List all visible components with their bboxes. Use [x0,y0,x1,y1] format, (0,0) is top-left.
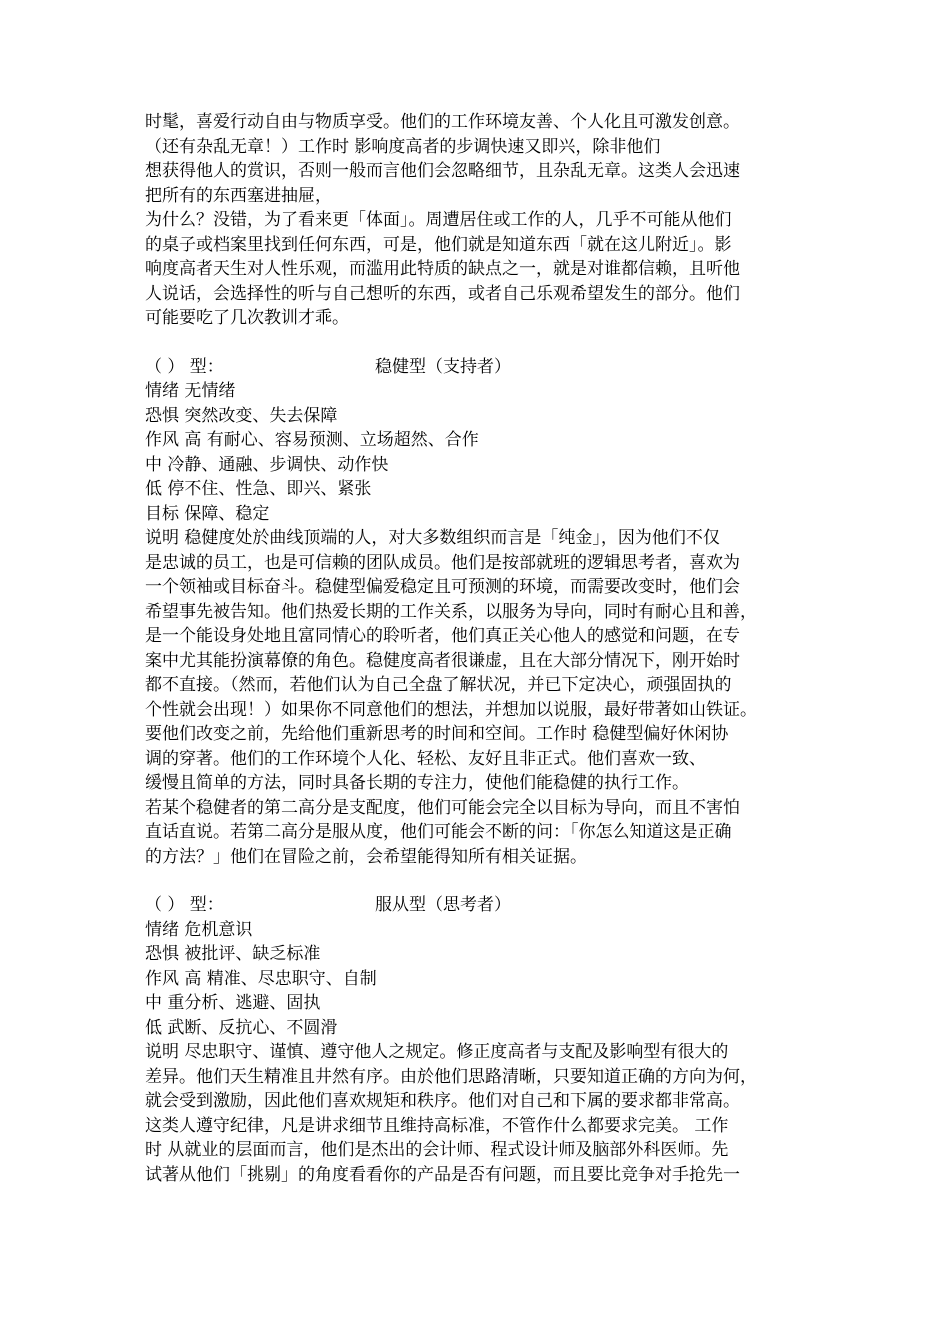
text-line: 是忠诚的员工，也是可信赖的团队成员。他们是按部就班的逻辑思考者，喜欢为 [145,552,740,573]
text-line: 可能要吃了几次教训才乖。 [145,308,349,328]
text-line: 要他们改变之前，先给他们重新思考的时间和空间。工作时 稳健型偏好休闲协 [145,724,729,744]
text-line: 的桌子或档案里找到任何东西，可是，他们就是知道东西「就在这儿附近」。影 [145,234,732,255]
heading-title: 稳健型（支持者） [375,356,511,377]
text-line: 作风 高 精准、尽忠职守、自制 [145,968,377,989]
text-line: 都不直接。（然而，若他们认为自己全盘了解状况，并已下定决心，顽强固执的 [145,675,732,695]
text-line: 缓慢且简单的方法，同时具备长期的专注力，使他们能稳健的执行工作。 [145,773,689,793]
text-line: 试著从他们「挑剔」的角度看看你的产品是否有问题，而且要比竞争对手抢先一 [145,1164,740,1185]
text-line: 低 停不住、性急、即兴、紧张 [145,479,372,499]
text-line: 低 武断、反抗心、不圆滑 [145,1017,338,1038]
section-heading [145,893,815,918]
heading-prefix: （ ） 型： [145,356,224,377]
paragraph-gap [145,869,815,893]
text-line: 把所有的东西塞进抽屉， [145,185,332,206]
text-line: 希望事先被告知。他们热爱长期的工作关系，以服务为导向，同时有耐心且和善， [145,601,757,622]
text-line: 的方法？」他们在冒险之前，会希望能得知所有相关证据。 [145,846,587,867]
text-line: 说明 稳健度处於曲线顶端的人，对大多数组织而言是「纯金」，因为他们不仅 [145,528,720,548]
text-line: 为什么？没错，为了看来更「体面」。周遭居住或工作的人，几乎不可能从他们 [145,210,732,230]
text-line: 中 重分析、逃避、固执 [145,993,321,1013]
text-line: 若某个稳健者的第二高分是支配度，他们可能会完全以目标为导向，而且不害怕 [145,797,740,818]
section-influence-continued [145,110,815,331]
text-line: 直话直说。若第二高分是服从度，他们可能会不断的问：「你怎么知道这是正确 [145,822,732,842]
section-compliance [145,893,815,1187]
text-line: 案中尤其能扮演幕僚的角色。稳健度高者很谦虚，且在大部分情况下，刚开始时 [145,650,740,671]
section-heading [145,355,815,380]
text-line: 想获得他人的赏识，否则一般而言他们会忽略细节，且杂乱无章。这类人会迅速 [145,161,740,181]
text-line: 作风 高 有耐心、容易预测、立场超然、合作 [145,430,479,450]
text-line: 是一个能设身处地且富同情心的聆听者，他们真正关心他人的感觉和问题，在专 [145,626,740,646]
text-line: 恐惧 被批评、缺乏标准 [145,944,321,964]
text-line: 就会受到激励，因此他们喜欢规矩和秩序。他们对自己和下属的要求都非常高。 [145,1091,740,1111]
text-line: 人说话，会选择性的听与自己想听的东西，或者自己乐观希望发生的部分。他们 [145,283,740,304]
document-body [145,110,815,1187]
text-line: 情绪 无情绪 [145,381,236,401]
heading-title: 服从型（思考者） [375,895,511,915]
text-line: 个性就会出现！）如果你不同意他们的想法，并想加以说服，最好带著如山铁证。 [145,699,757,720]
text-line: 时髦，喜爱行动自由与物质享受。他们的工作环境友善、个人化且可激发创意。 [145,112,740,132]
text-line: 中 冷静、通融、步调快、动作快 [145,454,389,475]
text-line: 一个领袖或目标奋斗。稳健型偏爱稳定且可预测的环境，而需要改变时，他们会 [145,577,740,597]
text-line: 调的穿著。他们的工作环境个人化、轻松、友好且非正式。他们喜欢一致、 [145,748,706,769]
text-line: 恐惧 突然改变、失去保障 [145,405,338,426]
text-line: 目标 保障、稳定 [145,503,270,524]
text-line: 时 从就业的层面而言，他们是杰出的会计师、程式设计师及脑部外科医师。先 [145,1140,729,1160]
text-line: 说明 尽忠职守、谨慎、遵守他人之规定。修正度高者与支配及影响型有很大的 [145,1042,729,1062]
text-line: （还有杂乱无章！）工作时 影响度高者的步调快速又即兴，除非他们 [145,136,661,157]
paragraph-gap [145,331,815,355]
text-line: 响度高者天生对人性乐观，而滥用此特质的缺点之一，就是对谁都信赖，且听他 [145,259,740,279]
heading-prefix: （ ） 型： [145,895,224,915]
text-line: 差异。他们天生精准且井然有序。由於他们思路清晰，只要知道正确的方向为何， [145,1066,757,1087]
section-steadiness [145,355,815,870]
text-line: 情绪 危机意识 [145,919,253,940]
text-line: 这类人遵守纪律，凡是讲求细节且维持高标准，不管作什么都要求完美。 工作 [145,1115,729,1136]
